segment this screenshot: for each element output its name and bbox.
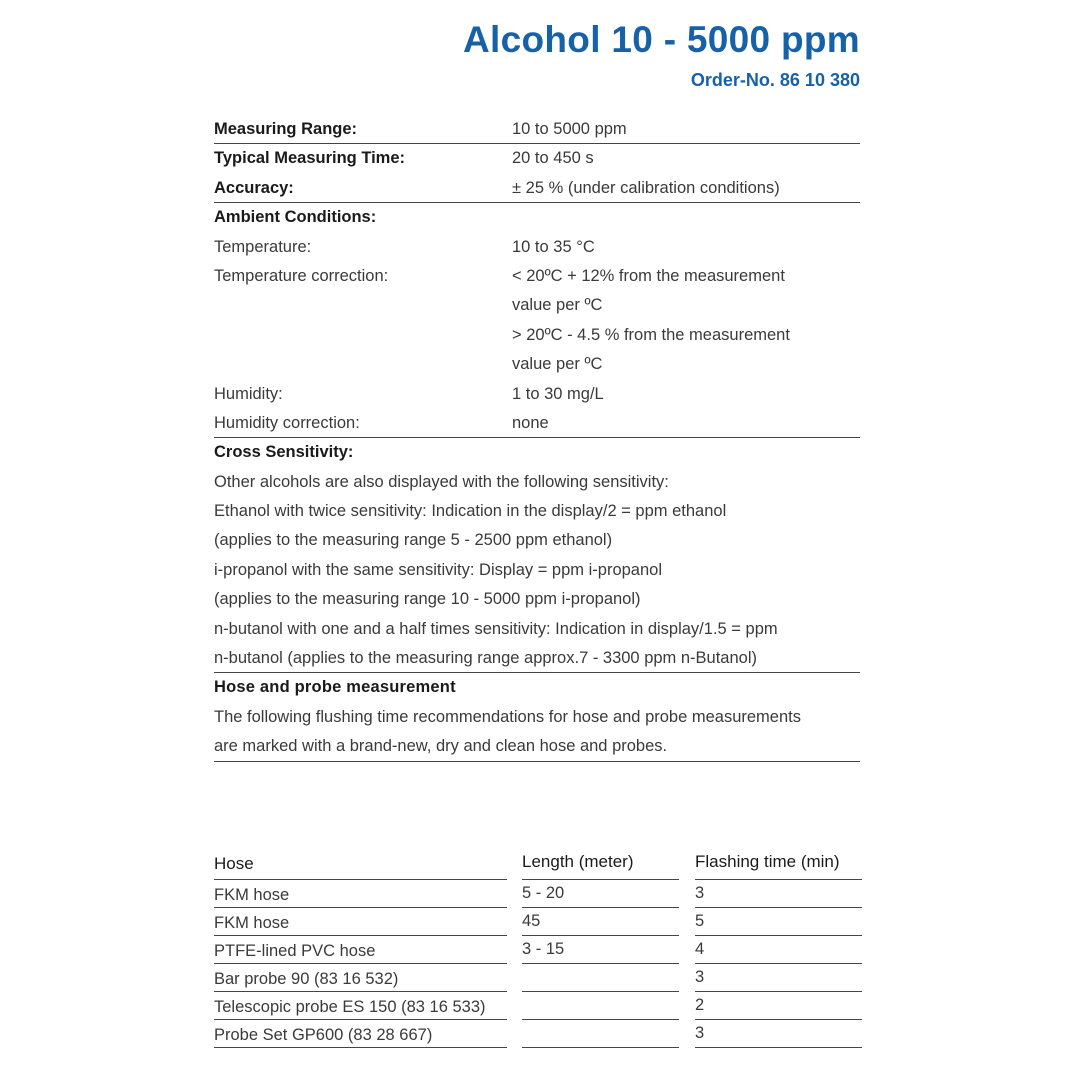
section-heading: Hose and probe measurement	[214, 678, 456, 697]
table-cell: 4	[695, 936, 862, 964]
page-title: Alcohol 10 - 5000 ppm	[463, 19, 860, 60]
table-cell: FKM hose	[214, 908, 507, 936]
spec-value: value per ºC	[512, 296, 603, 315]
table-row	[0, 936, 1080, 964]
spec-row-humidity-correction	[214, 409, 860, 438]
hose-probe-line	[214, 703, 860, 732]
spec-row-temperature-correction	[214, 262, 860, 291]
spec-value: 20 to 450 s	[512, 149, 594, 168]
spec-label: Measuring Range:	[214, 120, 358, 138]
table-cell: 45	[522, 908, 679, 936]
spec-value: 10 to 5000 ppm	[512, 120, 627, 138]
spec-row-continuation	[214, 350, 860, 379]
table-cell	[522, 1020, 679, 1048]
spec-value: value per ºC	[512, 355, 603, 374]
table-cell: PTFE-lined PVC hose	[214, 936, 507, 964]
table-cell: Probe Set GP600 (83 28 667)	[214, 1020, 507, 1048]
spec-row-continuation	[214, 321, 860, 350]
table-cell: 5 - 20	[522, 880, 679, 908]
cross-sensitivity-line	[214, 644, 860, 673]
spec-value: 10 to 35 °C	[512, 237, 595, 256]
paragraph-line: The following flushing time recommendations for hose and probe measurements	[214, 707, 801, 726]
table-row	[0, 1020, 1080, 1048]
spec-value: > 20ºC - 4.5 % from the measurement	[512, 325, 790, 344]
column-header-length: Length (meter)	[522, 848, 679, 880]
paragraph-line: i-propanol with the same sensitivity: Display = ppm i-propanol	[214, 560, 662, 579]
table-cell: 3	[695, 1020, 862, 1048]
cross-sensitivity-line	[214, 497, 860, 526]
column-header-hose: Hose	[214, 848, 507, 880]
paragraph-line: n-butanol with one and a half times sensitivity: Indication in display/1.5 = ppm	[214, 619, 778, 638]
section-heading: Ambient Conditions:	[214, 208, 377, 227]
table-row	[0, 964, 1080, 992]
spec-row-measuring-time	[214, 144, 860, 173]
spec-label: Accuracy:	[214, 178, 294, 197]
table-cell	[522, 992, 679, 1020]
table-cell	[522, 964, 679, 992]
table-cell: 3 - 15	[522, 936, 679, 964]
spec-row-continuation	[214, 291, 860, 320]
table-cell: 2	[695, 992, 862, 1020]
cross-sensitivity-heading	[214, 438, 860, 467]
spec-sheet	[214, 115, 860, 762]
spec-label: Humidity correction:	[214, 413, 360, 432]
spec-row-temperature	[214, 233, 860, 262]
cross-sensitivity-line	[214, 468, 860, 497]
table-cell: Bar probe 90 (83 16 532)	[214, 964, 507, 992]
spec-label: Typical Measuring Time:	[214, 149, 406, 168]
spec-label: Temperature correction:	[214, 266, 389, 285]
hose-probe-line	[214, 732, 860, 761]
spec-value: 1 to 30 mg/L	[512, 384, 604, 403]
table-row	[0, 992, 1080, 1020]
table-row	[0, 880, 1080, 908]
paragraph-line: Other alcohols are also displayed with the following sensitivity:	[214, 472, 669, 491]
column-header-flashing-time: Flashing time (min)	[695, 848, 862, 880]
spec-label: Humidity:	[214, 384, 283, 403]
cross-sensitivity-line	[214, 526, 860, 555]
cross-sensitivity-line	[214, 615, 860, 644]
table-cell: 3	[695, 880, 862, 908]
table-row	[0, 908, 1080, 936]
section-heading: Cross Sensitivity:	[214, 443, 354, 462]
table-cell: 5	[695, 908, 862, 936]
paragraph-line: (applies to the measuring range 10 - 5000 ppm i-propanol)	[214, 590, 641, 609]
hose-table	[0, 848, 1080, 1048]
table-cell: 3	[695, 964, 862, 992]
cross-sensitivity-line	[214, 585, 860, 614]
spec-label: Temperature:	[214, 237, 312, 256]
paragraph-line: n-butanol (applies to the measuring range approx.7 - 3300 ppm n-Butanol)	[214, 649, 758, 668]
ambient-conditions-heading	[214, 203, 860, 232]
spec-value: ± 25 % (under calibration conditions)	[512, 178, 780, 197]
spec-row-measuring-range	[214, 115, 860, 144]
spec-value: < 20ºC + 12% from the measurement	[512, 266, 785, 285]
table-cell: Telescopic probe ES 150 (83 16 533)	[214, 992, 507, 1020]
spec-row-accuracy	[214, 174, 860, 203]
paragraph-line: are marked with a brand-new, dry and clean hose and probes.	[214, 737, 668, 756]
hose-probe-heading	[214, 673, 860, 702]
table-header-row	[0, 848, 1080, 880]
paragraph-line: Ethanol with twice sensitivity: Indication in the display/2 = ppm ethanol	[214, 502, 727, 521]
order-number: Order-No. 86 10 380	[690, 70, 860, 90]
paragraph-line: (applies to the measuring range 5 - 2500 ppm ethanol)	[214, 531, 613, 550]
spec-value: none	[512, 413, 549, 432]
cross-sensitivity-line	[214, 556, 860, 585]
spec-row-humidity	[214, 380, 860, 409]
table-cell: FKM hose	[214, 880, 507, 908]
